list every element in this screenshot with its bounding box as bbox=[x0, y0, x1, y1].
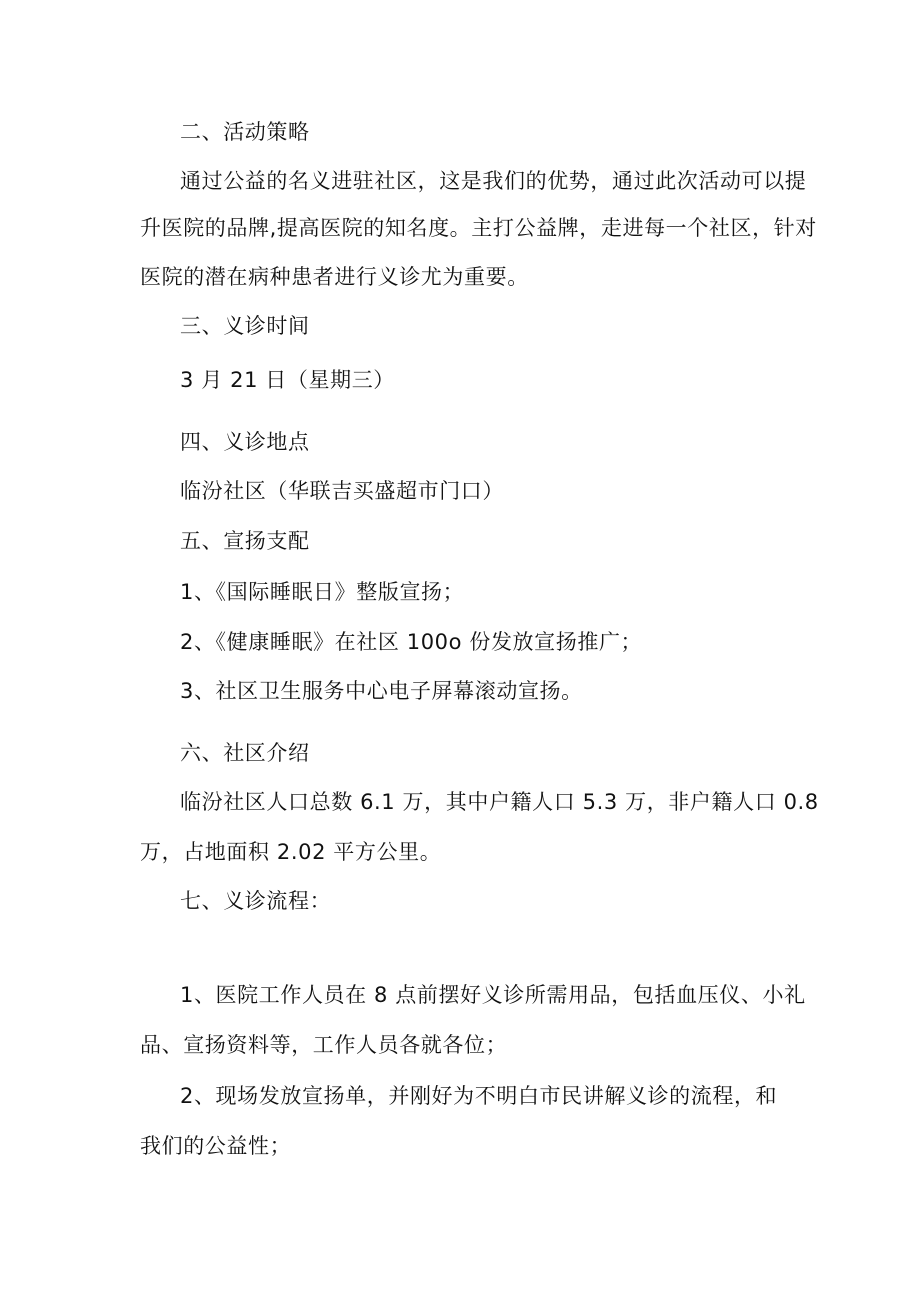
section-heading-promotion: 五、宣扬支配 bbox=[180, 529, 310, 553]
list-item: 2、现场发放宣扬单，并刚好为不明白市民讲解义诊的流程，和 bbox=[180, 1084, 778, 1108]
section-heading-process: 七、义诊流程： bbox=[180, 889, 332, 913]
paragraph-line: 万，占地面积 2.02 平方公里。 bbox=[140, 840, 442, 864]
list-item-continuation: 品、宣扬资料等，工作人员各就各位； bbox=[140, 1033, 508, 1057]
list-item-continuation: 我们的公益性； bbox=[140, 1134, 292, 1158]
list-item: 1、医院工作人员在 8 点前摆好义诊所需用品，包括血压仪、小礼 bbox=[180, 983, 806, 1007]
section-heading-time: 三、义诊时间 bbox=[180, 314, 310, 338]
section-heading-community: 六、社区介绍 bbox=[180, 741, 310, 765]
clinic-date: 3 月 21 日（星期三） bbox=[180, 368, 395, 392]
paragraph-line: 医院的潜在病种患者进行义诊尤为重要。 bbox=[140, 265, 529, 289]
paragraph-line: 通过公益的名义进驻社区，这是我们的优势，通过此次活动可以提 bbox=[180, 169, 807, 193]
clinic-location: 临汾社区（华联吉买盛超市门口） bbox=[180, 479, 504, 503]
list-item: 3、社区卫生服务中心电子屏幕滚动宣扬。 bbox=[180, 679, 583, 703]
section-heading-strategy: 二、活动策略 bbox=[180, 120, 310, 144]
section-heading-location: 四、义诊地点 bbox=[180, 430, 310, 454]
list-item: 1、《国际睡眠日》整版宣扬； bbox=[180, 580, 465, 604]
paragraph-line: 临汾社区人口总数 6.1 万，其中户籍人口 5.3 万，非户籍人口 0.8 bbox=[180, 790, 819, 814]
paragraph-line: 升医院的品牌,提高医院的知名度。主打公益牌，走进每一个社区，针对 bbox=[140, 216, 817, 240]
list-item: 2、《健康睡眠》在社区 100o 份发放宣扬推广； bbox=[180, 630, 643, 654]
